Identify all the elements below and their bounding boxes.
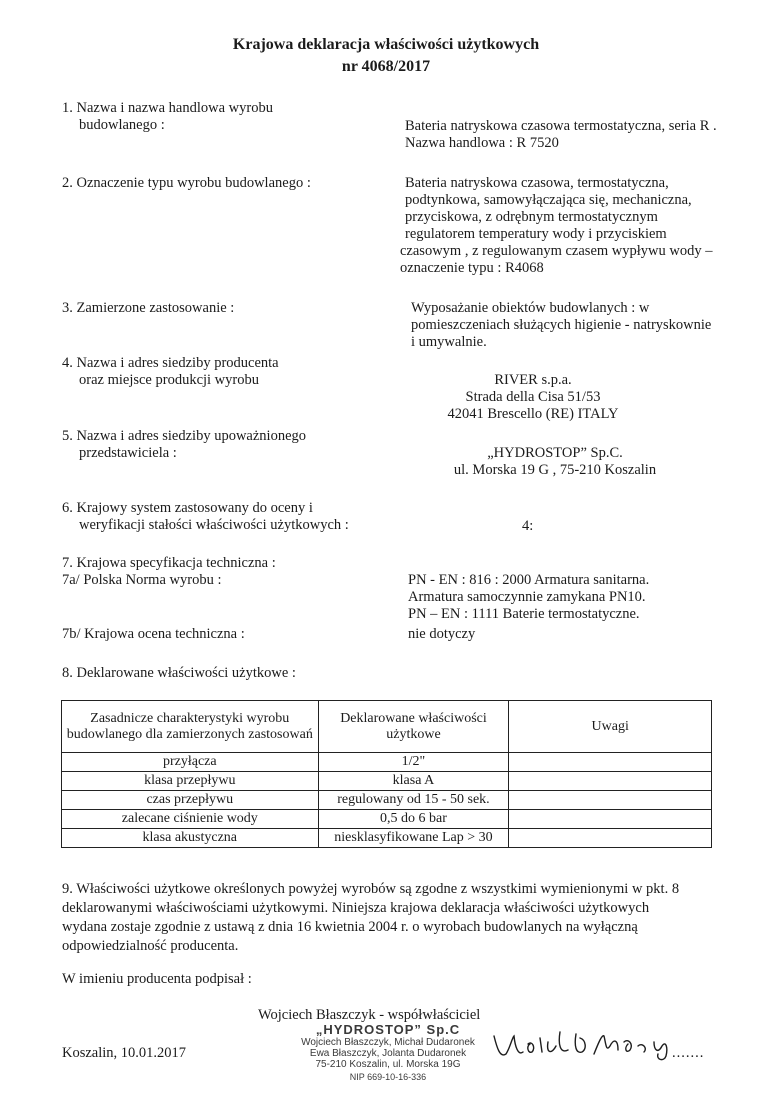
- table-row: [62, 810, 712, 829]
- signature-dotted-line: .......: [672, 1045, 705, 1061]
- section-3-label: 3. Zamierzone zastosowanie :: [62, 300, 235, 316]
- section-8-label: 8. Deklarowane właściwości użytkowe :: [62, 665, 296, 681]
- table-row: [62, 791, 712, 810]
- section-3-value: Wyposażanie obiektów budowlanych : w pomieszczeniach służących higienie - natryskownie i umywalnie.: [411, 300, 712, 350]
- table-cell: niesklasyfikowane Lap > 30: [318, 829, 509, 848]
- table-cell: czas przepływu: [62, 791, 319, 810]
- table-row: [62, 772, 712, 791]
- table-header: Deklarowane właściwości użytkowe: [318, 701, 509, 753]
- section-2-label: 2. Oznaczenie typu wyrobu budowlanego :: [62, 175, 311, 191]
- document-title: Krajowa deklaracja właściwości użytkowych: [232, 36, 540, 53]
- section-7-label: 7. Krajowa specyfikacja techniczna :: [62, 555, 276, 571]
- representative-address: „HYDROSTOP” Sp.C. ul. Morska 19 G , 75-210 Koszalin: [453, 445, 657, 478]
- table-cell: zalecane ciśnienie wody: [62, 810, 319, 829]
- signed-by-label: W imieniu producenta podpisał :: [62, 971, 252, 987]
- section-7b-label: 7b/ Krajowa ocena techniczna :: [62, 626, 245, 642]
- table-cell: [509, 810, 712, 829]
- section-1-label: 1. Nazwa i nazwa handlowa wyrobu budowlanego :: [62, 100, 273, 133]
- section-1-value: Bateria natryskowa czasowa termostatyczna, seria R . Nazwa handlowa : R 7520: [405, 118, 717, 151]
- table-cell: [509, 791, 712, 810]
- table-header: Uwagi: [509, 701, 712, 753]
- table-cell: klasa przepływu: [62, 772, 319, 791]
- assessment-system-value: 4:: [522, 518, 534, 534]
- signer-name: Wojciech Błaszczyk - współwłaściciel: [258, 1007, 481, 1023]
- table-cell: regulowany od 15 - 50 sek.: [318, 791, 509, 810]
- section-5-label: 5. Nazwa i adres siedziby upoważnionego przedstawiciela :: [62, 428, 307, 461]
- producer-address: RIVER s.p.a. Strada della Cisa 51/53 42041 Brescello (RE) ITALY: [447, 372, 619, 422]
- section-7b-value: nie dotyczy: [408, 626, 476, 642]
- table-row: [62, 753, 712, 772]
- table-cell: [509, 753, 712, 772]
- table-cell: 1/2": [318, 753, 509, 772]
- section-7a-value: PN - EN : 816 : 2000 Armatura sanitarna. Armatura samoczynnie zamykana PN10. PN – EN : 1111 Baterie termostatyczne.: [408, 572, 650, 622]
- section-6-label: 6. Krajowy system zastosowany do oceny i weryfikacji stałości właściwości użytkowych :: [62, 500, 349, 533]
- section-7a-label: 7a/ Polska Norma wyrobu :: [62, 572, 222, 588]
- table-cell: [509, 829, 712, 848]
- table-cell: klasa akustyczna: [62, 829, 319, 848]
- table-cell: 0,5 do 6 bar: [318, 810, 509, 829]
- properties-table: [61, 700, 712, 848]
- table-header-row: [62, 701, 712, 753]
- table-cell: [509, 772, 712, 791]
- table-row: [62, 829, 712, 848]
- document-number: nr 4068/2017: [341, 58, 431, 75]
- section-4-label: 4. Nazwa i adres siedziby producenta oraz miejsce produkcji wyrobu: [62, 355, 279, 388]
- company-stamp: „HYDROSTOP” Sp.C Wojciech Błaszczyk, Michał Dudaronek Ewa Błaszczyk, Jolanta Dudaronek 75-210 Koszalin, ul. Morska 19G NIP 669-10-16-336: [301, 1022, 475, 1082]
- section-9-statement: 9. Właściwości użytkowe określonych powyżej wyrobów są zgodne z wszystkimi wymienionymi w pkt. 8 deklarowanymi właściwościami użytkowymi. Niniejsza krajowa deklaracja właściwości użytkowych wydana zostaje zgodnie z ustawą z dnia 16 kwietnia 2004 r. o wyrobach budowlanych na wyłączną odpowiedzialność producenta.: [62, 881, 680, 954]
- table-cell: przyłącza: [62, 753, 319, 772]
- section-2-value: Bateria natryskowa czasowa, termostatyczna, podtynkowa, samowyłączająca się, mechaniczna, przyciskowa, z odrębnym termostatycznym regulatorem temperatury wody i przyciskiem czasowym , z regulowanym czasem wypływu wody – oznaczenie typu : R4068: [400, 175, 713, 276]
- place-and-date: Koszalin, 10.01.2017: [62, 1045, 187, 1061]
- table-cell: klasa A: [318, 772, 509, 791]
- table-header: Zasadnicze charakterystyki wyrobu budowlanego dla zamierzonych zastosowań: [62, 701, 319, 753]
- handwritten-signature: [488, 1024, 688, 1066]
